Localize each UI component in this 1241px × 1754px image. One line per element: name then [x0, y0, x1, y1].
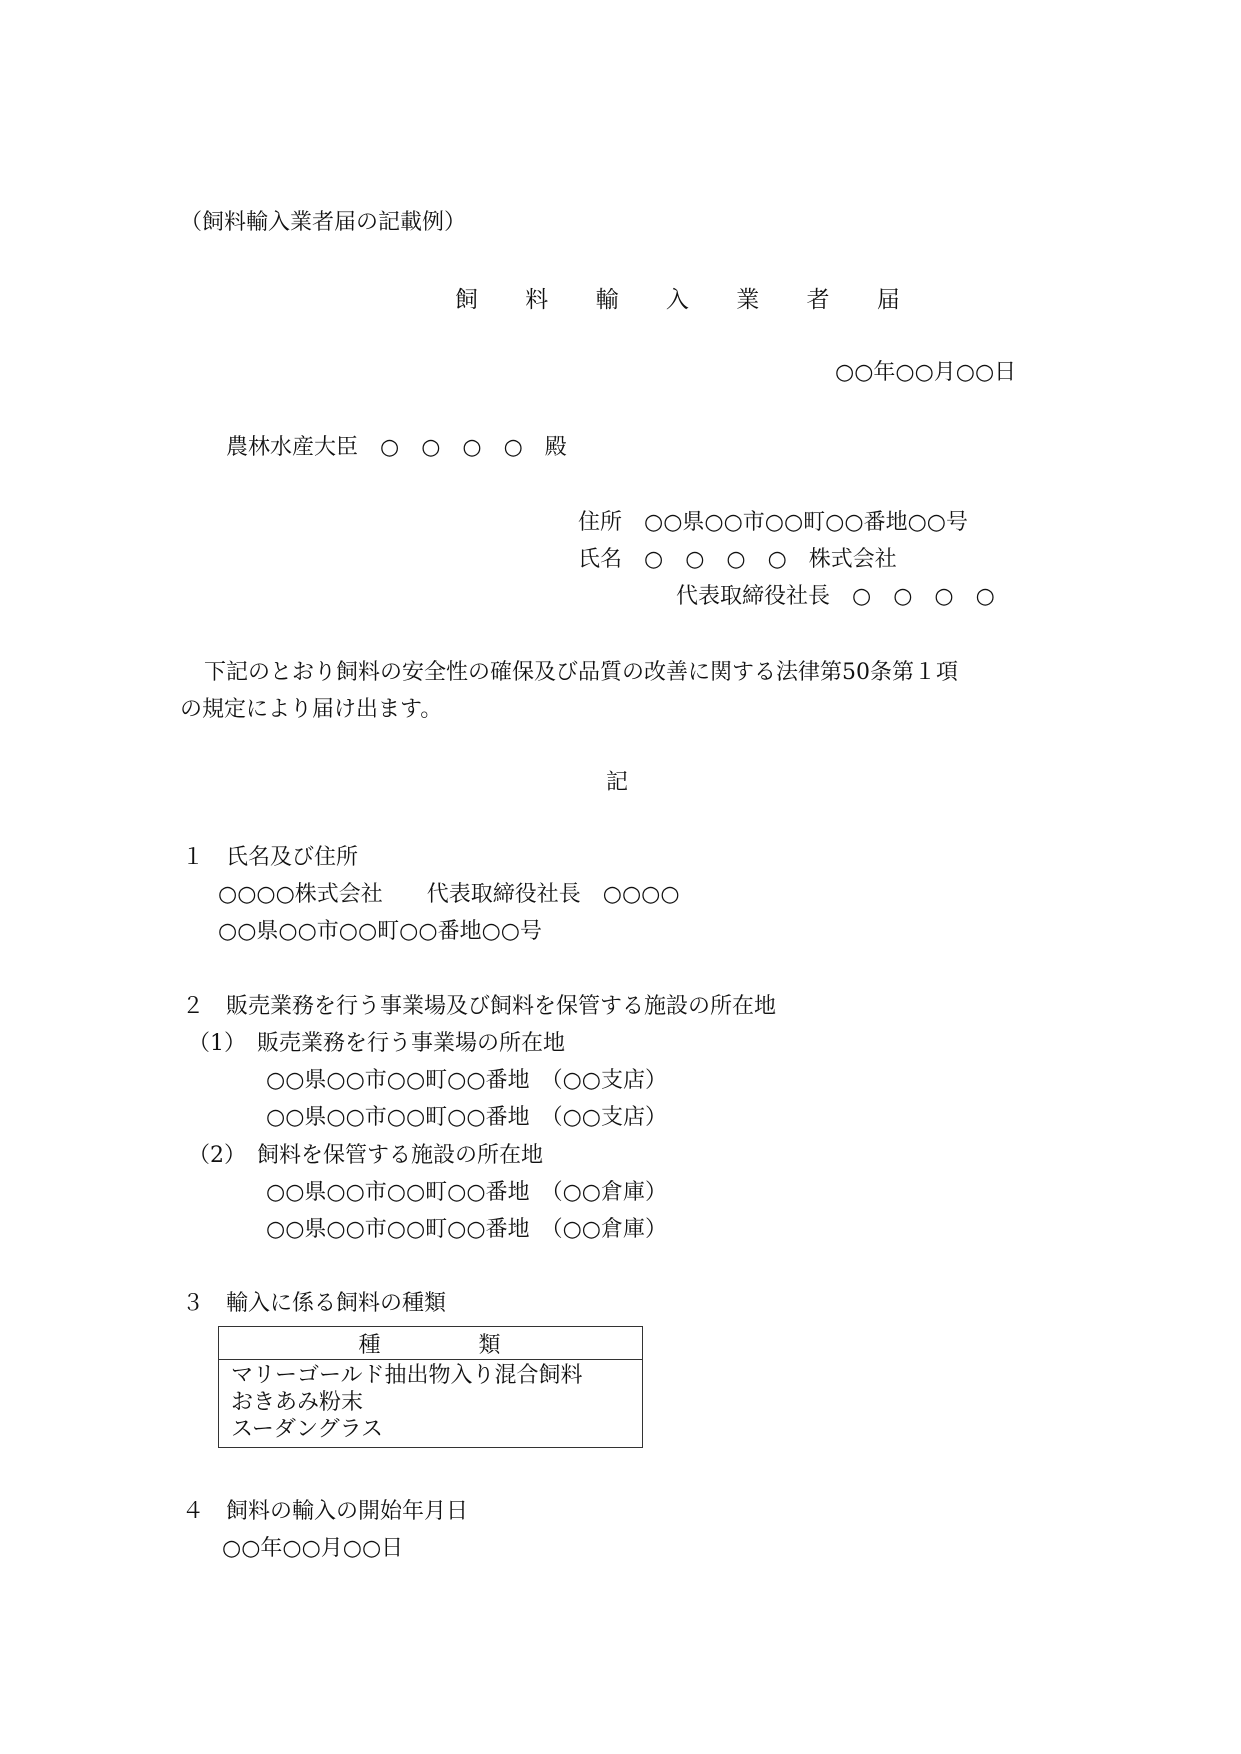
section2-heading: ２ 販売業務を行う事業場及び飼料を保管する施設の所在地	[182, 994, 777, 1019]
example-note: （飼料輸入業者届の記載例）	[180, 210, 467, 235]
body-text-line2: の規定により届け出ます。	[180, 697, 443, 722]
list-item: マリーゴールド抽出物入り混合飼料	[231, 1363, 583, 1388]
applicant-representative: 代表取締役社長 ○ ○ ○ ○	[676, 584, 995, 609]
page-title: 飼 料 輸 入 業 者 届	[455, 287, 920, 313]
section2-sub1-item: ○○県○○市○○町○○番地 （○○支店）	[266, 1105, 667, 1130]
table-cell-kinds	[219, 1360, 643, 1448]
addressee: 農林水産大臣 ○ ○ ○ ○ 殿	[226, 435, 567, 460]
section1-line1: ○○○○株式会社 代表取締役社長 ○○○○	[218, 882, 680, 907]
list-item: おきあみ粉末	[231, 1390, 364, 1415]
table-header-kinds: 種 類	[219, 1327, 643, 1360]
table-header-row	[219, 1327, 643, 1360]
section3-heading: ３ 輸入に係る飼料の種類	[182, 1291, 447, 1316]
applicant-name: 氏名 ○ ○ ○ ○ 株式会社	[578, 547, 897, 572]
ki-heading: 記	[606, 770, 629, 795]
feed-kinds-table	[218, 1326, 643, 1448]
section2-sub1-heading: （1） 販売業務を行う事業場の所在地	[188, 1031, 565, 1056]
table-row	[219, 1360, 643, 1448]
section4-heading: ４ 飼料の輸入の開始年月日	[182, 1499, 469, 1524]
section1-line2: ○○県○○市○○町○○番地○○号	[218, 919, 542, 944]
section2-sub2-item: ○○県○○市○○町○○番地 （○○倉庫）	[266, 1217, 667, 1242]
applicant-address: 住所 ○○県○○市○○町○○番地○○号	[578, 510, 968, 535]
section4-date: ○○年○○月○○日	[222, 1536, 404, 1561]
section2-sub2-item: ○○県○○市○○町○○番地 （○○倉庫）	[266, 1180, 667, 1205]
section1-heading: １ 氏名及び住所	[182, 845, 359, 870]
submission-date: ○○年○○月○○日	[835, 360, 1017, 385]
section2-sub1-item: ○○県○○市○○町○○番地 （○○支店）	[266, 1068, 667, 1093]
section2-sub2-heading: （2） 飼料を保管する施設の所在地	[188, 1143, 543, 1168]
body-text-line1: 下記のとおり飼料の安全性の確保及び品質の改善に関する法律第50条第１項	[204, 660, 958, 685]
list-item: スーダングラス	[231, 1417, 384, 1442]
